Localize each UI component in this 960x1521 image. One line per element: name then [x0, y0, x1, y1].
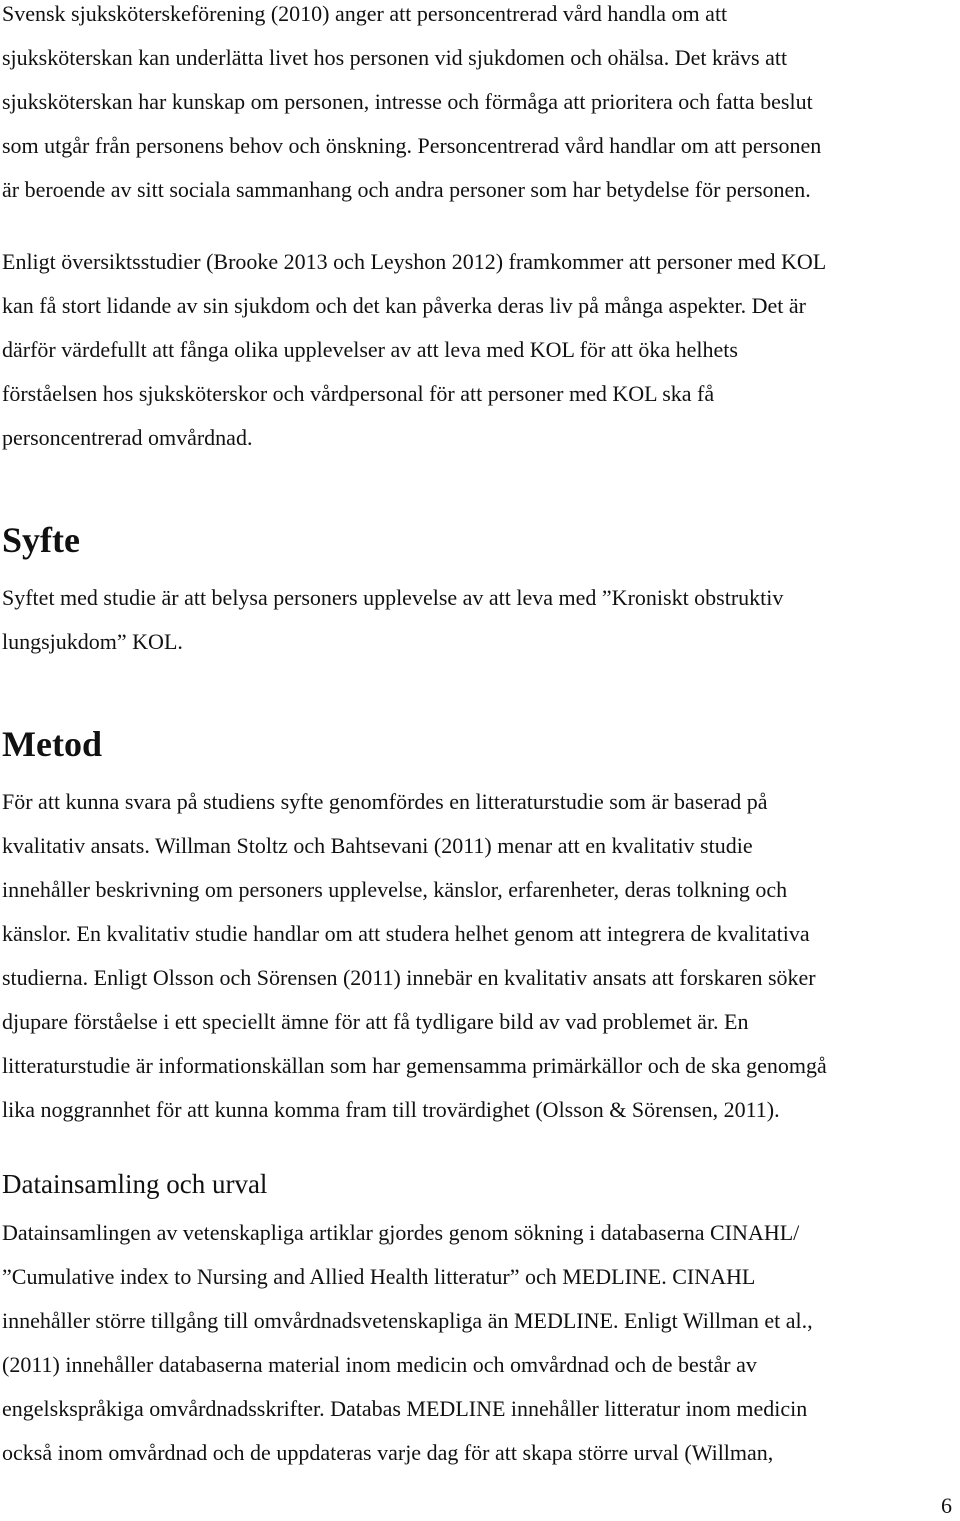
text-line: studierna. Enligt Olsson och Sörensen (2011) innebär en kvalitativ ansats att forskaren söker [2, 965, 816, 990]
syfte-paragraph [2, 576, 957, 664]
text-line: kvalitativ ansats. Willman Stoltz och Bahtsevani (2011) menar att en kvalitativ studie [2, 833, 753, 858]
section-heading-datainsamling: Datainsamling och urval [2, 1169, 268, 1199]
text-line: (2011) innehåller databaserna material inom medicin och omvårdnad och de består av [2, 1352, 757, 1377]
text-line: förståelsen hos sjuksköterskor och vårdpersonal för att personer med KOL ska få [2, 381, 715, 406]
text-line: litteraturstudie är informationskällan som har gemensamma primärkällor och de ska genomgå [2, 1053, 827, 1078]
text-line: också inom omvårdnad och de uppdateras varje dag för att skapa större urval (Willman, [2, 1440, 774, 1465]
text-line: personcentrerad omvårdnad. [2, 425, 253, 450]
text-line: lungsjukdom” KOL. [2, 629, 183, 654]
text-line: därför värdefullt att fånga olika upplevelser av att leva med KOL för att öka helhets [2, 337, 738, 362]
metod-paragraph [2, 780, 957, 1132]
text-line: För att kunna svara på studiens syfte genomfördes en litteraturstudie som är baserad på [2, 789, 768, 814]
intro-paragraph [2, 0, 957, 212]
text-line: sjuksköterskan har kunskap om personen, intresse och förmåga att prioritera och fatta beslut [2, 89, 813, 114]
text-line: är beroende av sitt sociala sammanhang och andra personer som har betydelse för personen. [2, 177, 811, 202]
text-line: lika noggrannhet för att kunna komma fram till trovärdighet (Olsson & Sörensen, 2011). [2, 1097, 780, 1122]
text-line: Syftet med studie är att belysa personers upplevelse av att leva med ”Kroniskt obstruktiv [2, 585, 784, 610]
text-line: ”Cumulative index to Nursing and Allied Health litteratur” och MEDLINE. CINAHL [2, 1264, 756, 1289]
text-line: kan få stort lidande av sin sjukdom och det kan påverka deras liv på många aspekter. Det är [2, 293, 806, 318]
datainsamling-paragraph [2, 1211, 957, 1475]
text-line: innehåller större tillgång till omvårdnadsvetenskapliga än MEDLINE. Enligt Willman et al., [2, 1308, 813, 1333]
text-line: engelskspråkiga omvårdnadsskrifter. Databas MEDLINE innehåller litteratur inom medicin [2, 1396, 808, 1421]
text-line: innehåller beskrivning om personers upplevelse, känslor, erfarenheter, deras tolkning och [2, 877, 788, 902]
review-paragraph [2, 240, 957, 460]
section-heading-metod: Metod [2, 724, 102, 764]
text-line: Svensk sjuksköterskeförening (2010) anger att personcentrerad vård handla om att [2, 1, 728, 26]
section-heading-syfte: Syfte [2, 520, 80, 560]
text-line: Datainsamlingen av vetenskapliga artiklar gjordes genom sökning i databaserna CINAHL/ [2, 1220, 800, 1245]
text-line: känslor. En kvalitativ studie handlar om att studera helhet genom att integrera de kvalitativa [2, 921, 810, 946]
page-number: 6 [941, 1493, 952, 1518]
text-line: djupare förståelse i ett speciellt ämne för att få tydligare bild av vad problemet är. En [2, 1009, 749, 1034]
text-line: sjuksköterskan kan underlätta livet hos personen vid sjukdomen och ohälsa. Det krävs att [2, 45, 788, 70]
text-line: som utgår från personens behov och önskning. Personcentrerad vård handlar om att personen [2, 133, 822, 158]
text-line: Enligt översiktsstudier (Brooke 2013 och Leyshon 2012) framkommer att personer med KOL [2, 249, 827, 274]
